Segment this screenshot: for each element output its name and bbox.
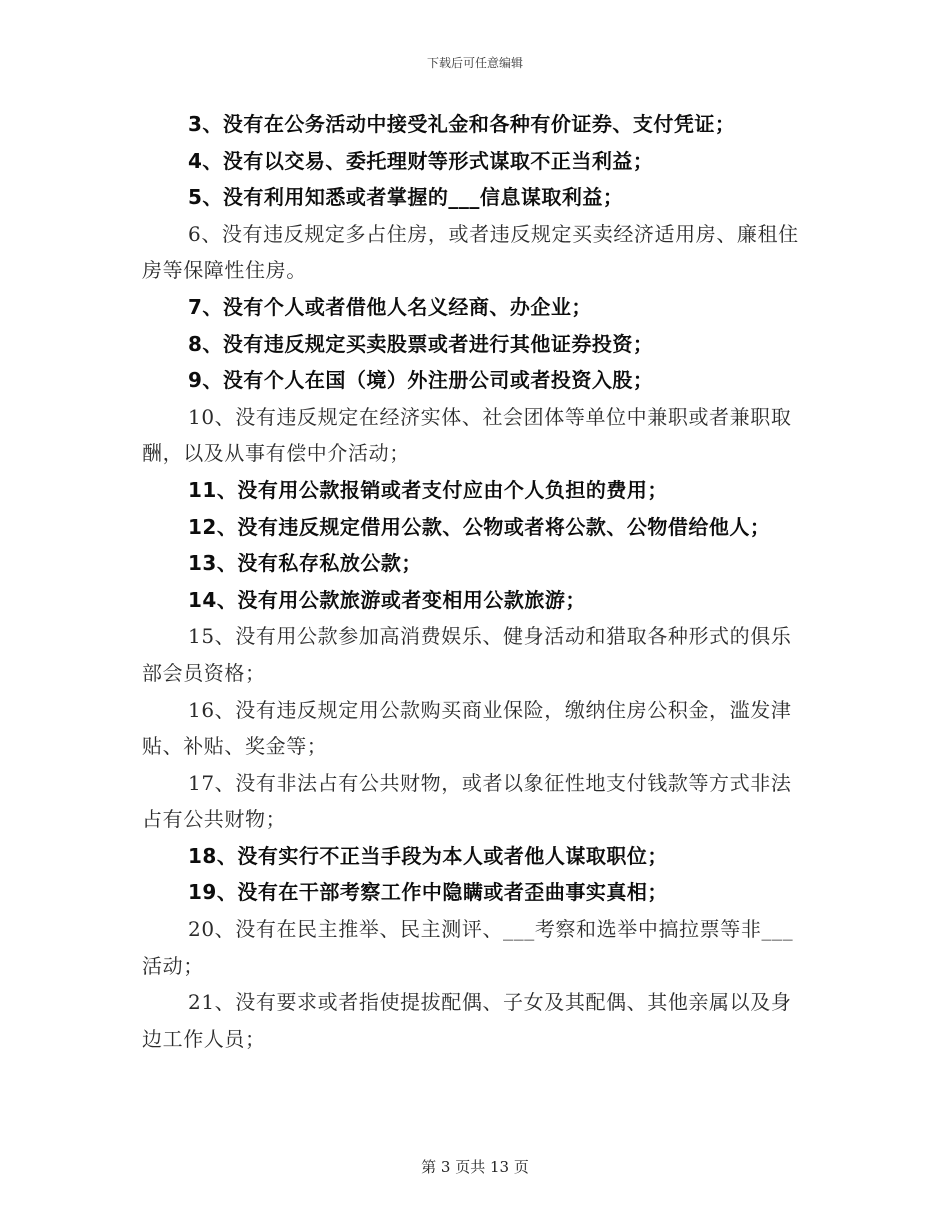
list-item: 4、没有以交易、委托理财等形式谋取不正当利益；: [188, 148, 654, 173]
list-item: 10、没有违反规定在经济实体、社会团体等单位中兼职或者兼职取酬，以及从事有偿中介活动；: [142, 404, 792, 466]
list-item: 18、没有实行不正当手段为本人或者他人谋取职位；: [188, 843, 668, 868]
document-body: [142, 106, 812, 1057]
list-item: 8、没有违反规定买卖股票或者进行其他证券投资；: [188, 331, 654, 356]
list-item: 21、没有要求或者指使提拔配偶、子女及其配偶、其他亲属以及身边工作人员；: [142, 990, 792, 1051]
list-item: 13、没有私存私放公款；: [188, 551, 422, 576]
list-item: 9、没有个人在国（境）外注册公司或者投资入股；: [188, 368, 654, 393]
list-item: 16、没有违反规定用公款购买商业保险，缴纳住房公积金，滥发津贴、补贴、奖金等；: [142, 697, 792, 759]
list-item: 20、没有在民主推举、民主测评、___考察和选举中搞拉票等非___活动；: [142, 917, 794, 978]
list-item: 7、没有个人或者借他人名义经商、办企业；: [188, 294, 592, 319]
list-item: 3、没有在公务活动中接受礼金和各种有价证券、支付凭证；: [188, 112, 736, 136]
page-number: 第 3 页共 13 页: [421, 1158, 529, 1176]
list-item: 5、没有利用知悉或者掌握的___信息谋取利益；: [188, 185, 624, 210]
list-item: 11、没有用公款报销或者支付应由个人负担的费用；: [188, 477, 668, 502]
list-item: 17、没有非法占有公共财物，或者以象征性地支付钱款等方式非法占有公共财物；: [142, 770, 792, 832]
list-item: 19、没有在干部考察工作中隐瞒或者歪曲事实真相；: [188, 880, 668, 905]
list-item: 12、没有违反规定借用公款、公物或者将公款、公物借给他人；: [188, 514, 771, 539]
list-item: 15、没有用公款参加高消费娱乐、健身活动和猎取各种形式的俱乐部会员资格；: [142, 624, 792, 685]
page-header: 下载后可任意编辑: [426, 56, 523, 70]
list-item: 6、没有违反规定多占住房，或者违反规定买卖经济适用房、廉租住房等保障性住房。: [142, 221, 799, 283]
list-item: 14、没有用公款旅游或者变相用公款旅游；: [188, 587, 586, 612]
